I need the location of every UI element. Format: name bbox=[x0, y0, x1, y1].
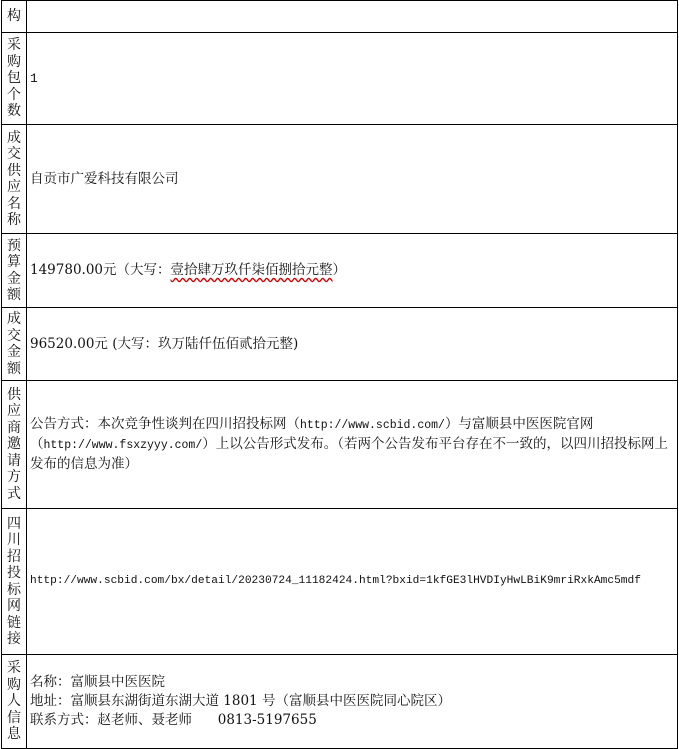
hospital-url[interactable]: http://www.fsxzyyy.com/ bbox=[43, 439, 203, 452]
label-char: 采 bbox=[7, 37, 21, 54]
table-row bbox=[2, 1, 678, 33]
label-char: 购 bbox=[7, 53, 21, 70]
label-char: 交 bbox=[7, 327, 21, 344]
row-label-text bbox=[2, 130, 26, 229]
invite-text-2: ）与富顺县中医医院官网（ bbox=[30, 416, 594, 452]
label-char: 额 bbox=[7, 360, 21, 377]
label-char: 数 bbox=[7, 103, 21, 120]
row-label-package-count bbox=[2, 33, 27, 125]
label-char: 预 bbox=[7, 237, 21, 254]
row-label-text bbox=[2, 387, 26, 503]
row-label-deal-amount bbox=[2, 308, 27, 381]
label-char: 交 bbox=[7, 146, 21, 162]
label-char: 川 bbox=[7, 532, 21, 548]
label-char: 成 bbox=[7, 311, 21, 327]
row-label-text: 构 bbox=[7, 8, 21, 25]
label-char: 应 bbox=[7, 179, 21, 195]
label-char: 四 bbox=[7, 515, 21, 532]
label-char: 供 bbox=[7, 386, 21, 403]
budget-suffix: ） bbox=[332, 262, 347, 278]
label-char: 招 bbox=[7, 548, 21, 565]
purchaser-contact: 联系方式：赵老师、聂老师 0813-5197655 bbox=[30, 712, 317, 728]
row-label-text bbox=[2, 516, 26, 648]
label-char: 供 bbox=[7, 162, 21, 179]
table-row bbox=[2, 234, 678, 308]
row-label-text bbox=[2, 311, 26, 377]
label-char: 金 bbox=[7, 270, 21, 287]
invite-text-1: 公告方式：本次竞争性谈判在四川招投标网（ bbox=[30, 416, 300, 432]
label-char: 采 bbox=[7, 660, 21, 677]
label-char: 邀 bbox=[7, 436, 21, 453]
row-label-text bbox=[2, 660, 26, 743]
label-char: 接 bbox=[7, 631, 21, 647]
purchaser-address: 地址：富顺县东湖街道东湖大道 1801 号（富顺县中医医院同心院区） bbox=[30, 693, 451, 709]
budget-prefix: 149780.00元（大写： bbox=[30, 262, 171, 278]
label-char: 式 bbox=[7, 485, 21, 502]
purchaser-name: 名称：富顺县中医医院 bbox=[30, 674, 165, 690]
label-char: 信 bbox=[7, 709, 21, 726]
label-char: 应 bbox=[7, 403, 21, 420]
table-row bbox=[2, 33, 678, 125]
scbid-detail-link[interactable]: http://www.scbid.com/bx/detail/20230724_11182424.html?bxid=1kfGE3lHVDIyHwLBiK9mriRxkAmc5mdf bbox=[27, 509, 678, 655]
row-label-budget bbox=[2, 234, 27, 308]
table-row bbox=[2, 655, 678, 749]
label-char: 成 bbox=[7, 129, 21, 146]
label-char: 人 bbox=[7, 693, 21, 710]
label-char: 商 bbox=[7, 419, 21, 436]
budget-in-words: 壹拾肆万玖仟柒佰捌拾元整 bbox=[170, 262, 333, 278]
invite-text-3: ）上以公告形式发布。（若两个公告发布平台存在不一致的，以四川招投标网上发布的信息为准） bbox=[30, 436, 668, 472]
label-char: 标 bbox=[7, 581, 21, 598]
row-label-text bbox=[2, 238, 26, 304]
budget-amount-value bbox=[27, 234, 678, 308]
row-label-scbid-link bbox=[2, 509, 27, 655]
row-label-invite-method bbox=[2, 381, 27, 509]
supplier-name-value: 自贡市广爱科技有限公司 bbox=[27, 125, 678, 234]
package-count-value: 1 bbox=[27, 33, 678, 125]
label-char: 息 bbox=[7, 726, 21, 743]
scbid-url[interactable]: http://www.scbid.com/ bbox=[300, 419, 445, 432]
row-value-org bbox=[27, 1, 678, 33]
label-char: 金 bbox=[7, 344, 21, 360]
label-char: 投 bbox=[7, 565, 21, 581]
label-char: 额 bbox=[7, 287, 21, 303]
invite-method-value bbox=[27, 381, 678, 509]
label-char: 称 bbox=[7, 212, 21, 228]
table-row bbox=[2, 509, 678, 655]
label-char: 算 bbox=[7, 254, 21, 270]
label-char: 网 bbox=[7, 598, 21, 614]
table-row bbox=[2, 125, 678, 234]
label-char: 包 bbox=[7, 70, 21, 87]
procurement-info-table bbox=[1, 0, 678, 749]
row-label-org bbox=[2, 1, 27, 33]
deal-amount-value: 96520.00元 (大写：玖万陆仟伍佰贰拾元整) bbox=[27, 308, 678, 381]
purchaser-info-value bbox=[27, 655, 678, 749]
label-char: 个 bbox=[7, 86, 21, 103]
label-char: 购 bbox=[7, 676, 21, 693]
table-row bbox=[2, 381, 678, 509]
row-label-purchaser bbox=[2, 655, 27, 749]
label-char: 链 bbox=[7, 614, 21, 631]
table-row bbox=[2, 308, 678, 381]
row-label-supplier bbox=[2, 125, 27, 234]
label-char: 请 bbox=[7, 452, 21, 469]
label-char: 方 bbox=[7, 469, 21, 486]
label-char: 名 bbox=[7, 195, 21, 212]
row-label-text bbox=[2, 37, 26, 120]
